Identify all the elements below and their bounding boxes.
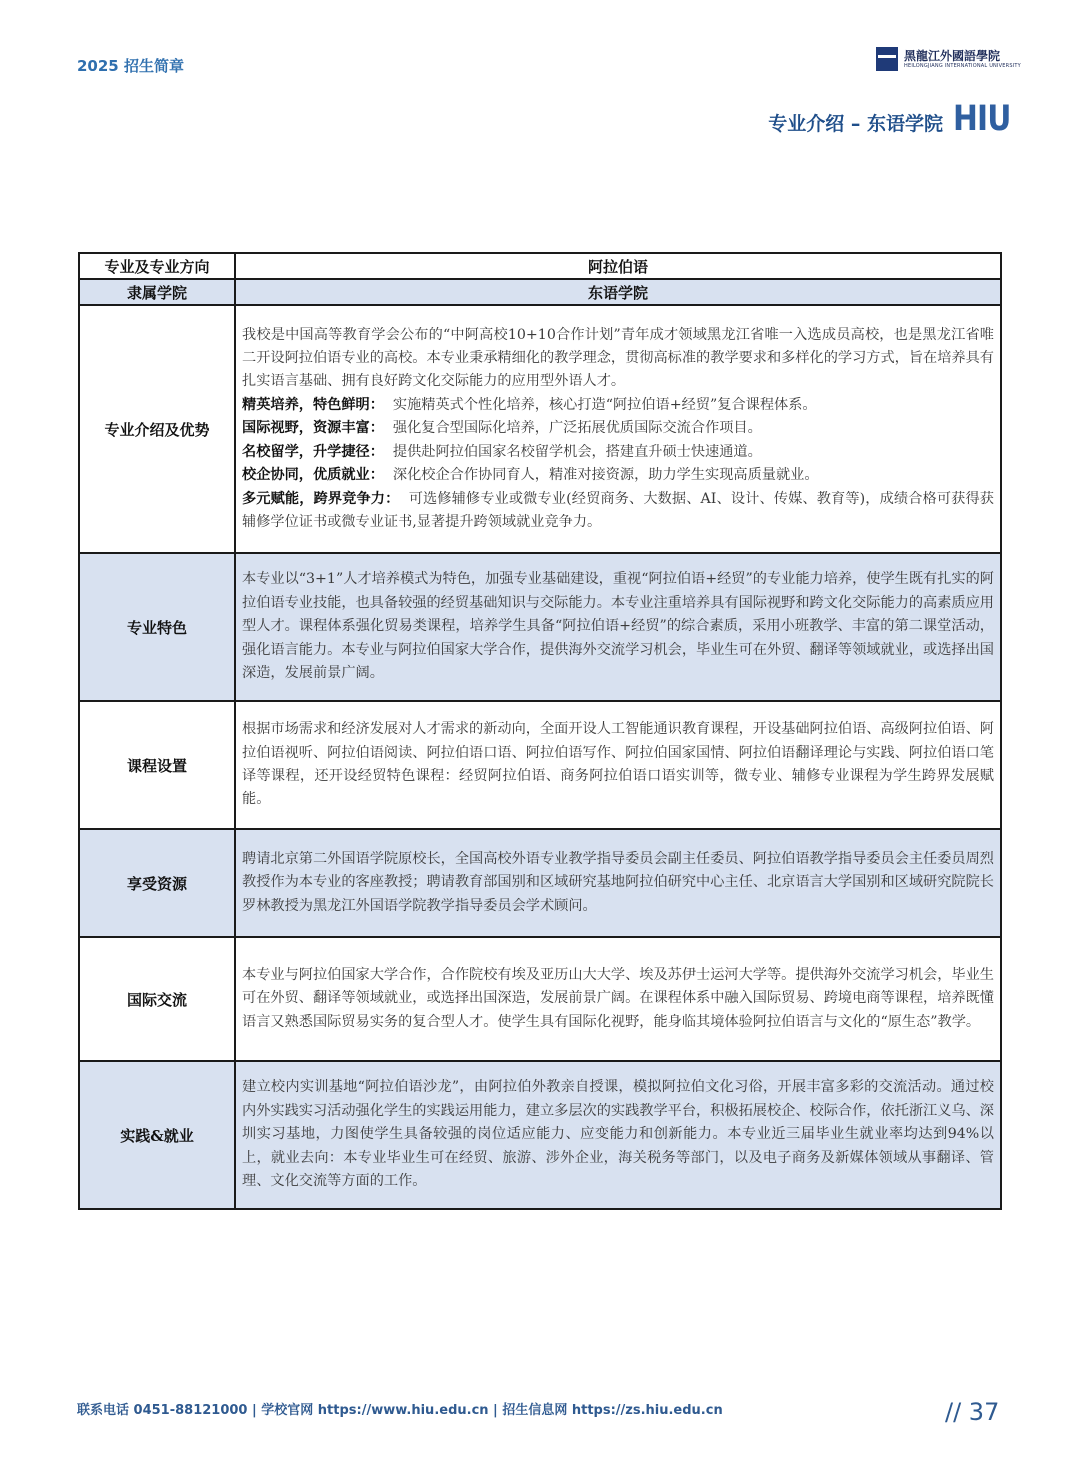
brochure-year-label: 2025 招生简章 [77,57,184,75]
value-intro [235,305,1001,553]
value-courses: 根据市场需求和经济发展对人才需求的新动向，全面开设人工智能通识教育课程，开设基础阿拉伯语、高级阿拉伯语、阿拉伯语视听、阿拉伯语阅读、阿拉伯语口语、阿拉伯语写作、阿拉伯国家国情、阿拉伯语翻译理论与实践、阿拉伯语口笔译等课程，还开设经贸特色课程：经贸阿拉伯语、商务阿拉伯语口语实训等，微专业、辅修专业课程为学生跨界发展赋能。 [235,701,1001,829]
value-resources: 聘请北京第二外国语学院原校长，全国高校外语专业教学指导委员会副主任委员、阿拉伯语教学指导委员会主任委员周烈教授作为本专业的客座教授；聘请教育部国别和区域研究基地阿拉伯研究中心主任、北京语言大学国别和区域研究院院长罗林教授为黑龙江外国语学院教学指导委员会学术顾问。 [235,829,1001,937]
feature-item: 校企协同，优质就业： 深化校企合作协同育人，精准对接资源，助力学生实现高质量就业。 [242,467,819,484]
logo-chinese-name: 黑龍江外國語學院 [904,48,1001,63]
feature-item: 国际视野，资源丰富： 强化复合型国际化培养，广泛拓展优质国际交流合作项目。 [242,420,762,437]
logo-english-name: HEILONGJIANG INTERNATIONAL UNIVERSITY [904,62,1021,69]
label-features: 专业特色 [79,553,235,701]
table-row-features [79,553,1001,701]
university-emblem-icon [876,47,898,71]
feature-item: 名校留学，升学捷径： 提供赴阿拉伯国家名校留学机会，搭建直升硕士快速通道。 [242,443,762,460]
feature-item: 精英培养，特色鲜明： 实施精英式个性化培养，核心打造“阿拉伯语+经贸”复合课程体系。 [242,396,817,413]
value-practice: 建立校内实训基地“阿拉伯语沙龙”，由阿拉伯外教亲自授课，模拟阿拉伯文化习俗，开展丰富多彩的交流活动。通过校内外实践实习活动强化学生的实践运用能力，建立多层次的实践教学平台，积极拓展校企、校际合作，依托浙江义乌、深圳实习基地，力图使学生具备较强的岗位适应能力、应变能力和创新能力。本专业近三届毕业生就业率均达到94%以上，就业去向：本专业毕业生可在经贸、旅游、涉外企业，海关税务等部门，以及电子商务及新媒体领域从事翻译、管理、文化交流等方面的工作。 [235,1061,1001,1209]
table-row-exchange [79,937,1001,1061]
label-intro: 专业介绍及优势 [79,305,235,553]
value-major: 阿拉伯语 [235,253,1001,279]
label-exchange: 国际交流 [79,937,235,1061]
feature-item: 多元赋能，跨界竞争力： 可选修辅修专业或微专业(经贸商务、大数据、AI、设计、传媒、教育等)，成绩合格可获得获辅修学位证书或微专业证书,显著提升跨领域就业竞争力。 [242,490,994,530]
major-info-table [78,252,1002,1210]
value-college: 东语学院 [235,279,1001,305]
label-major: 专业及专业方向 [79,253,235,279]
footer-contact-info: 联系电话 0451-88121000 | 学校官网 https://www.hiu.edu.cn | 招生信息网 https://zs.hiu.edu.cn [77,1403,723,1418]
value-features: 本专业以“3+1”人才培养模式为特色，加强专业基础建设，重视“阿拉伯语+经贸”的专业能力培养，使学生既有扎实的阿拉伯语专业技能，也具备较强的经贸基础知识与交际能力。本专业注重培养具有国际视野和跨文化交际能力的高素质应用型人才。课程体系强化贸易类课程，培养学生具备“阿拉伯语+经贸”的综合素质，采用小班教学、丰富的第二课堂活动，强化语言能力。本专业与阿拉伯国家大学合作，提供海外交流学习机会，毕业生可在外贸、翻译等领域就业，或选择出国深造，发展前景广阔。 [235,553,1001,701]
label-resources: 享受资源 [79,829,235,937]
intro-paragraph: 我校是中国高等教育学会公布的“中阿高校10+10合作计划”青年成才领域黑龙江省唯一入选成员高校，也是黑龙江省唯二开设阿拉伯语专业的高校。本专业秉承精细化的教学理念，贯彻高标准的教学要求和多样化的学习方式，旨在培养具有扎实语言基础、拥有良好跨文化交际能力的应用型外语人才。 [242,326,994,390]
university-logo [876,46,1021,72]
label-college: 隶属学院 [79,279,235,305]
table-row-practice [79,1061,1001,1209]
label-courses: 课程设置 [79,701,235,829]
table-row-courses [79,701,1001,829]
label-practice: 实践&就业 [79,1061,235,1209]
table-row-college [79,279,1001,305]
table-row-resources [79,829,1001,937]
hiu-brand-mark: HIU [953,99,1011,139]
page-number: // 37 [945,1398,1000,1426]
table-row-major [79,253,1001,279]
table-row-intro [79,305,1001,553]
section-title: 专业介绍 – 东语学院 [768,113,943,135]
value-exchange: 本专业与阿拉伯国家大学合作，合作院校有埃及亚历山大大学、埃及苏伊士运河大学等。提供海外交流学习机会，毕业生可在外贸、翻译等领域就业，或选择出国深造，发展前景广阔。在课程体系中融入国际贸易、跨境电商等课程，培养既懂语言又熟悉国际贸易实务的复合型人才。使学生具有国际化视野，能身临其境体验阿拉伯语言与文化的“原生态”教学。 [235,937,1001,1061]
